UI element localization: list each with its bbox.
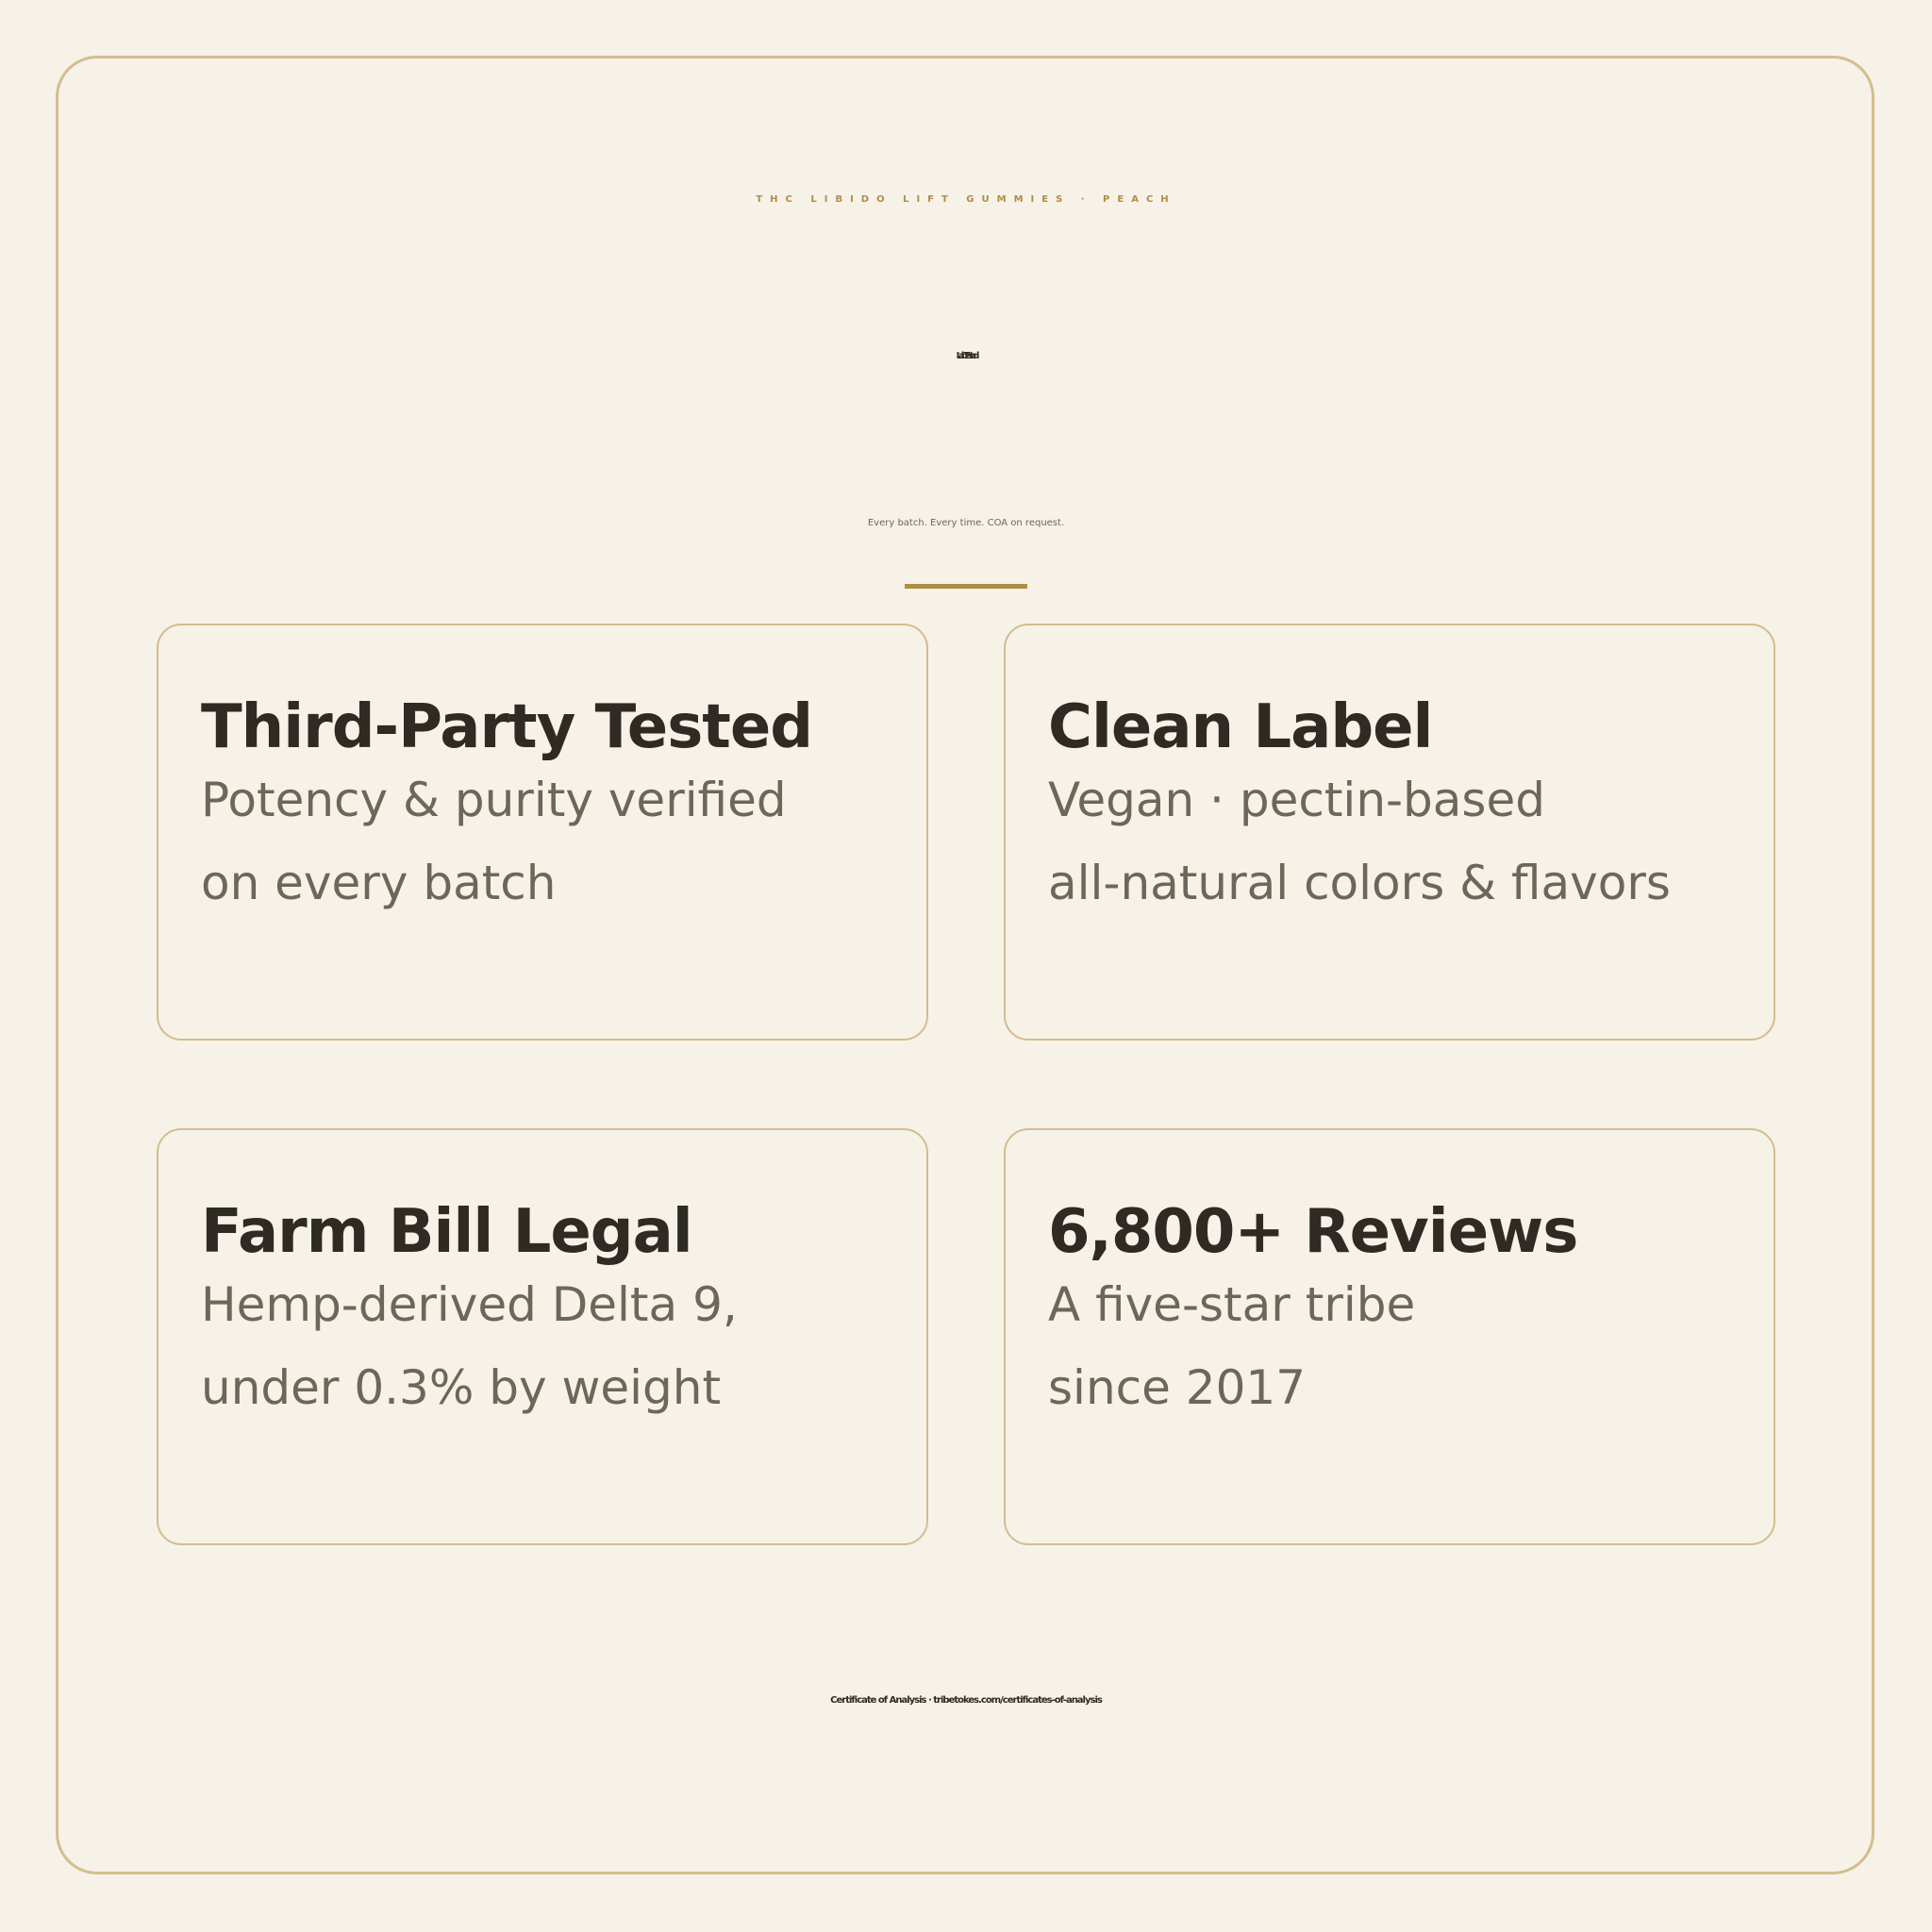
card-clean-label [1004,624,1775,1041]
page-title: Lab Tested [956,351,976,361]
card-text-line: since 2017 [1048,1360,1307,1415]
card-text-line: Hemp-derived Delta 9, [201,1277,738,1332]
card-text-line: under 0.3% by weight [201,1360,722,1415]
card-farm-bill-legal [157,1128,928,1545]
card-title: Clean Label [1048,692,1433,762]
coa-footer: Certificate of Analysis · tribetokes.com/certificates-of-analysis [830,1695,1102,1706]
card-title: Third-Party Tested [201,692,813,762]
card-title: 6,800+ Reviews [1048,1197,1578,1267]
product-eyebrow: THC LIBIDO LIFT GUMMIES · PEACH [756,194,1176,205]
card-text-line: on every batch [201,856,557,910]
card-reviews [1004,1128,1775,1545]
subheadline: Every batch. Every time. COA on request. [867,518,1065,528]
card-title: Farm Bill Legal [201,1197,692,1267]
card-text-line: Vegan · pectin-based [1048,773,1545,827]
card-text-line: all-natural colors & flavors [1048,856,1671,910]
card-third-party-tested [157,624,928,1041]
accent-divider [905,584,1027,589]
card-text-line: Potency & purity verified [201,773,787,827]
card-text-line: A five-star tribe [1048,1277,1416,1332]
